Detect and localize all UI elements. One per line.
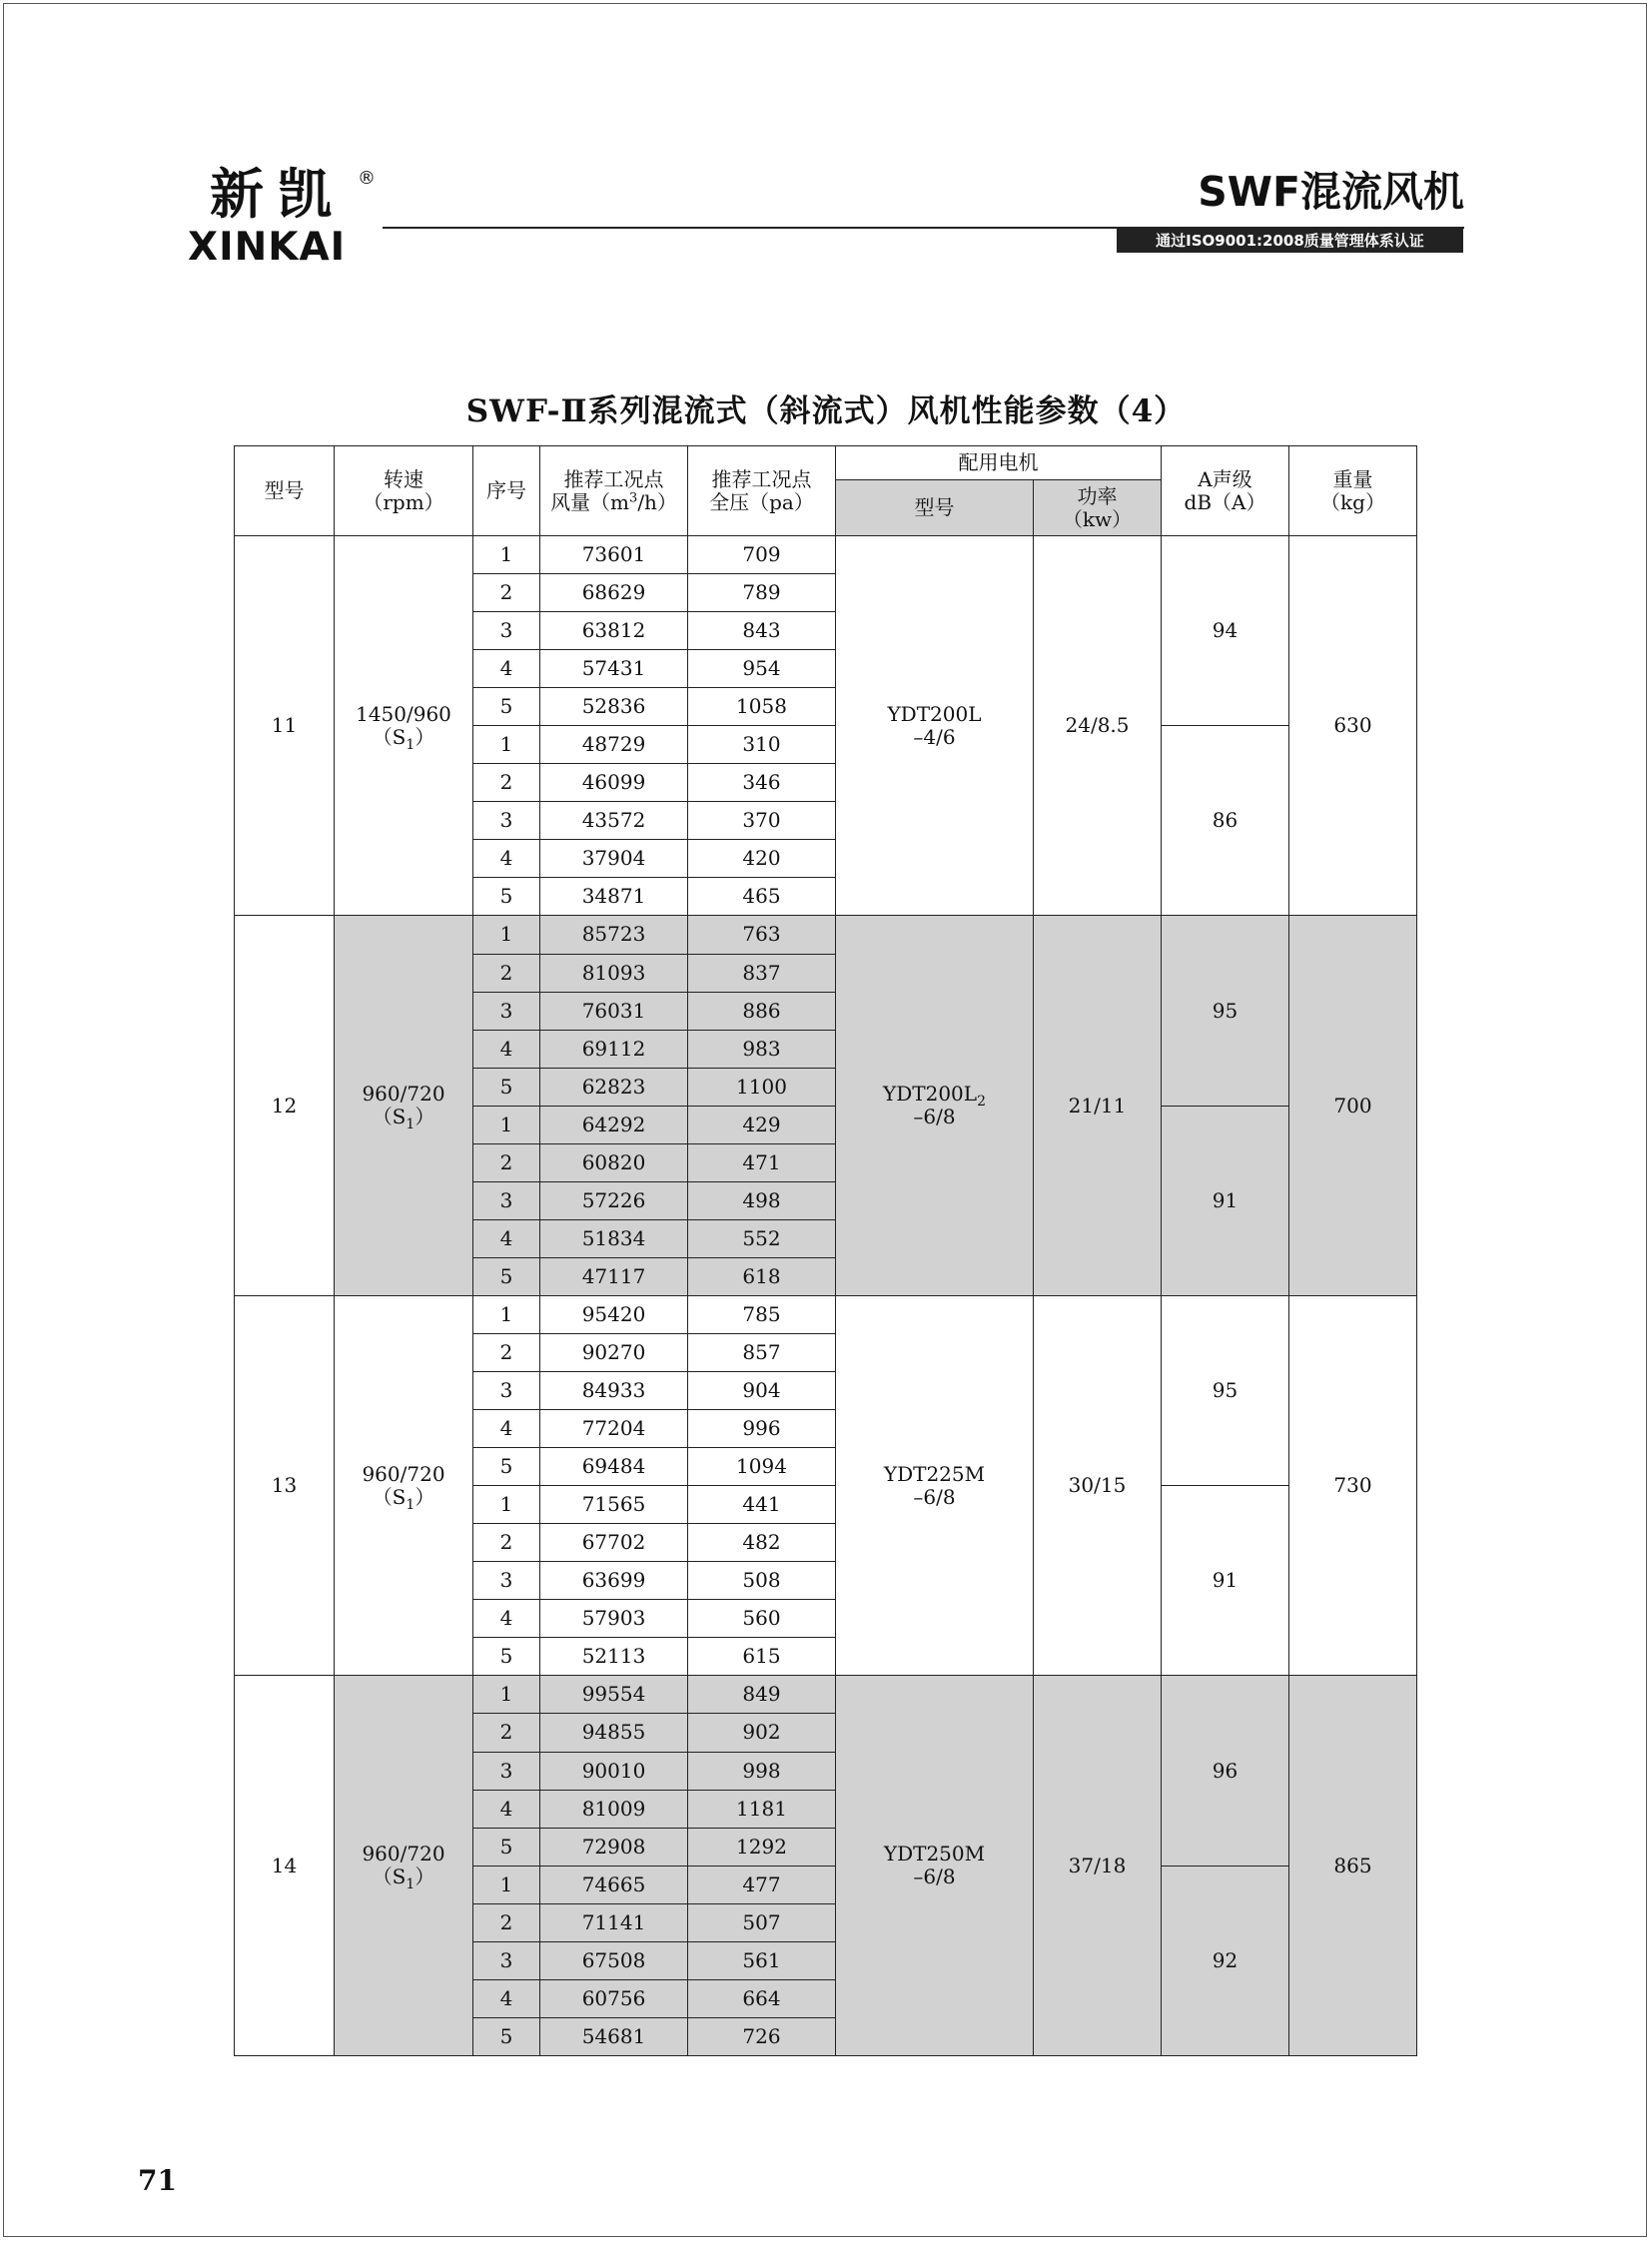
cell-weight: 630 [1289,536,1417,916]
cell-noise: 86 [1162,726,1289,916]
header-pressure-unit: 全压（pa） [709,489,814,514]
table-title: SWF-Ⅱ系列混流式（斜流式）风机性能参数（4） [465,393,1187,429]
cell-flow: 74665 [540,1866,688,1903]
cell-flow: 51834 [540,1219,688,1257]
header-noise [1162,446,1289,536]
cell-seq: 5 [473,2017,540,2055]
cell-flow: 54681 [540,2017,688,2055]
cell-pressure: 763 [688,916,836,954]
cell-pressure: 857 [688,1333,836,1371]
header-speed [335,446,473,536]
cell-noise: 94 [1162,536,1289,726]
table-body [235,536,1417,2056]
cell-flow: 46099 [540,764,688,802]
cell-speed [335,1676,473,2055]
speed-value: 960/720 [362,1082,445,1107]
cell-pressure: 849 [688,1676,836,1714]
cell-model: 13 [235,1295,335,1675]
header-seq: 序号 [473,446,540,536]
cell-seq: 4 [473,840,540,878]
cell-flow: 57431 [540,650,688,688]
table-row [235,536,1417,574]
motor-model-line2: –6/8 [913,1865,956,1889]
cell-noise: 92 [1162,1866,1289,2055]
cell-seq: 1 [473,1295,540,1333]
cell-seq: 3 [473,992,540,1030]
cell-pressure: 789 [688,574,836,612]
cell-noise: 91 [1162,1106,1289,1295]
product-title: SWF混流风机 [1198,168,1464,216]
cell-weight: 865 [1289,1676,1417,2055]
header-weight-label: 重量 [1332,466,1373,491]
cell-seq: 5 [473,1448,540,1486]
cell-pressure: 560 [688,1600,836,1638]
cell-pressure: 310 [688,726,836,764]
motor-model-line2: –6/8 [913,1105,956,1129]
cell-flow: 84933 [540,1372,688,1410]
cell-pressure: 1094 [688,1448,836,1486]
motor-model-line1: $YDT200L_2$ [883,1082,986,1111]
cell-seq: 2 [473,574,540,612]
header-noise-label: A声级 [1198,466,1252,491]
cell-seq: 1 [473,1676,540,1714]
cell-seq: 3 [473,1941,540,1979]
speed-winding: $(S_1)$ [372,1105,435,1133]
cell-pressure: 465 [688,878,836,916]
cell-flow: 99554 [540,1676,688,1714]
cell-pressure: 482 [688,1524,836,1562]
cell-flow: 90270 [540,1333,688,1371]
cell-flow: 52113 [540,1638,688,1676]
cell-pressure: 346 [688,764,836,802]
cell-flow: 94855 [540,1714,688,1752]
cell-seq: 4 [473,1030,540,1068]
cell-pressure: 508 [688,1562,836,1600]
cell-flow: 68629 [540,574,688,612]
cell-flow: 69484 [540,1448,688,1486]
certification-badge: 通过ISO9001:2008质量管理体系认证 [1117,229,1463,253]
cell-seq: 4 [473,1979,540,2017]
cell-flow: 47117 [540,1257,688,1295]
cell-seq: 3 [473,1181,540,1219]
cell-pressure: 441 [688,1486,836,1524]
cell-flow: 60756 [540,1979,688,2017]
cell-flow: 73601 [540,536,688,574]
cell-pressure: 785 [688,1295,836,1333]
cell-pressure: 904 [688,1372,836,1410]
cell-pressure: 370 [688,802,836,840]
cell-seq: 1 [473,1106,540,1143]
cell-flow: 67508 [540,1941,688,1979]
header-flow-label: 推荐工况点 [563,466,664,491]
cell-flow: 48729 [540,726,688,764]
cell-pressure: 983 [688,1030,836,1068]
cell-noise: 95 [1162,1295,1289,1485]
cell-seq: 2 [473,954,540,992]
header-motor: 配用电机 [836,446,1162,480]
cell-flow: 34871 [540,878,688,916]
cell-flow: 52836 [540,688,688,726]
cell-seq: 3 [473,1372,540,1410]
cell-seq: 5 [473,1257,540,1295]
motor-model-line2: –6/8 [913,1484,956,1509]
cell-model: 11 [235,536,335,916]
cell-pressure: 709 [688,536,836,574]
cell-speed [335,1295,473,1675]
motor-model-line1: YDT225M [883,1461,986,1486]
speed-winding: $(S_1)$ [372,1484,435,1513]
cell-model: 14 [235,1676,335,2055]
cell-flow: 69112 [540,1030,688,1068]
cell-motor-power: 37/18 [1034,1676,1162,2055]
cell-flow: 57226 [540,1181,688,1219]
speed-value: 960/720 [362,1461,445,1486]
cell-flow: 81009 [540,1790,688,1828]
cell-seq: 2 [473,1714,540,1752]
brand-logo-en: XINKAI [188,225,347,270]
cell-motor-model [836,536,1034,916]
cell-noise: 95 [1162,916,1289,1106]
cell-flow: 81093 [540,954,688,992]
cell-flow: 71565 [540,1486,688,1524]
speed-winding: $(S_1)$ [372,724,435,753]
speed-value: 960/720 [362,1842,445,1867]
table-row [235,1676,1417,1714]
cell-seq: 5 [473,1638,540,1676]
cell-flow: 85723 [540,916,688,954]
cell-seq: 3 [473,802,540,840]
cell-motor-model [836,1676,1034,2055]
cell-noise: 91 [1162,1486,1289,1676]
cell-flow: 57903 [540,1600,688,1638]
header-flow [540,446,688,536]
cell-weight: 700 [1289,916,1417,1295]
cell-seq: 4 [473,1219,540,1257]
speed-winding: $(S_1)$ [372,1865,435,1893]
cell-pressure: 561 [688,1941,836,1979]
cell-pressure: 902 [688,1714,836,1752]
cell-flow: 90010 [540,1752,688,1790]
cell-speed [335,536,473,916]
table-row [235,1295,1417,1333]
cell-motor-model [836,916,1034,1295]
cell-pressure: 477 [688,1866,836,1903]
cell-pressure: 471 [688,1143,836,1181]
cell-pressure: 996 [688,1410,836,1448]
cell-seq: 1 [473,536,540,574]
cell-pressure: 886 [688,992,836,1030]
cell-seq: 2 [473,1903,540,1941]
cell-flow: 77204 [540,1410,688,1448]
brand-logo-cn: 新凯 [210,163,346,226]
cell-pressure: 1181 [688,1790,836,1828]
cell-flow: 76031 [540,992,688,1030]
cell-seq: 1 [473,726,540,764]
motor-model-line1: YDT200L [887,701,982,726]
cell-pressure: 1292 [688,1828,836,1866]
header-motor-model: 型号 [836,480,1034,536]
cell-pressure: 615 [688,1638,836,1676]
cell-pressure: 954 [688,650,836,688]
cell-motor-power: 24/8.5 [1034,536,1162,916]
cell-flow: 62823 [540,1068,688,1106]
cell-flow: 60820 [540,1143,688,1181]
cell-seq: 5 [473,1828,540,1866]
cell-seq: 4 [473,1790,540,1828]
cell-pressure: 843 [688,612,836,650]
cell-pressure: 552 [688,1219,836,1257]
cell-flow: 43572 [540,802,688,840]
cell-pressure: 618 [688,1257,836,1295]
header-motor-power-unit: （kw） [1062,506,1133,531]
motor-model-line1: YDT250M [883,1842,986,1867]
header-pressure-label: 推荐工况点 [711,466,812,491]
cell-seq: 4 [473,1600,540,1638]
cell-seq: 2 [473,1524,540,1562]
cell-seq: 3 [473,612,540,650]
page-number: 71 [138,2164,177,2197]
cell-flow: 64292 [540,1106,688,1143]
header-motor-power-label: 功率 [1077,483,1118,508]
cell-noise: 96 [1162,1676,1289,1866]
header-noise-unit: dB（A） [1184,489,1266,514]
cell-motor-model [836,1295,1034,1675]
cell-seq: 3 [473,1752,540,1790]
cell-motor-power: 21/11 [1034,916,1162,1295]
cell-seq: 3 [473,1562,540,1600]
cell-seq: 4 [473,1410,540,1448]
cell-pressure: 726 [688,2017,836,2055]
header-flow-unit: 风量$(m^3/h)$ [550,489,677,514]
cell-seq: 2 [473,1143,540,1181]
cell-seq: 5 [473,878,540,916]
cell-weight: 730 [1289,1295,1417,1675]
speed-value: 1450/960 [356,701,451,726]
cell-seq: 5 [473,1068,540,1106]
cell-seq: 2 [473,764,540,802]
cell-seq: 1 [473,1866,540,1903]
cell-motor-power: 30/15 [1034,1295,1162,1675]
cell-flow: 67702 [540,1524,688,1562]
cell-seq: 5 [473,688,540,726]
cell-flow: 71141 [540,1903,688,1941]
cell-flow: 37904 [540,840,688,878]
cell-flow: 72908 [540,1828,688,1866]
cell-flow: 63812 [540,612,688,650]
header-motor-power [1034,480,1162,536]
header-weight-unit: （kg） [1320,489,1385,514]
cell-flow: 95420 [540,1295,688,1333]
cell-pressure: 507 [688,1903,836,1941]
cell-flow: 63699 [540,1562,688,1600]
cell-pressure: 998 [688,1752,836,1790]
registered-mark: ® [358,168,376,189]
cell-pressure: 837 [688,954,836,992]
cell-speed [335,916,473,1295]
cell-pressure: 498 [688,1181,836,1219]
header-pressure [688,446,836,536]
cell-pressure: 1058 [688,688,836,726]
performance-table [234,445,1417,2056]
cell-seq: 1 [473,916,540,954]
cell-pressure: 420 [688,840,836,878]
cell-pressure: 664 [688,1979,836,2017]
header-speed-unit: （rpm） [363,489,444,514]
cell-seq: 4 [473,650,540,688]
table-row [235,916,1417,954]
motor-model-line2: –4/6 [913,724,956,749]
cell-pressure: 429 [688,1106,836,1143]
header-weight [1289,446,1417,536]
header-speed-label: 转速 [384,466,423,491]
header-model: 型号 [235,446,335,536]
cell-seq: 1 [473,1486,540,1524]
cell-seq: 2 [473,1333,540,1371]
cell-model: 12 [235,916,335,1295]
cell-pressure: 1100 [688,1068,836,1106]
